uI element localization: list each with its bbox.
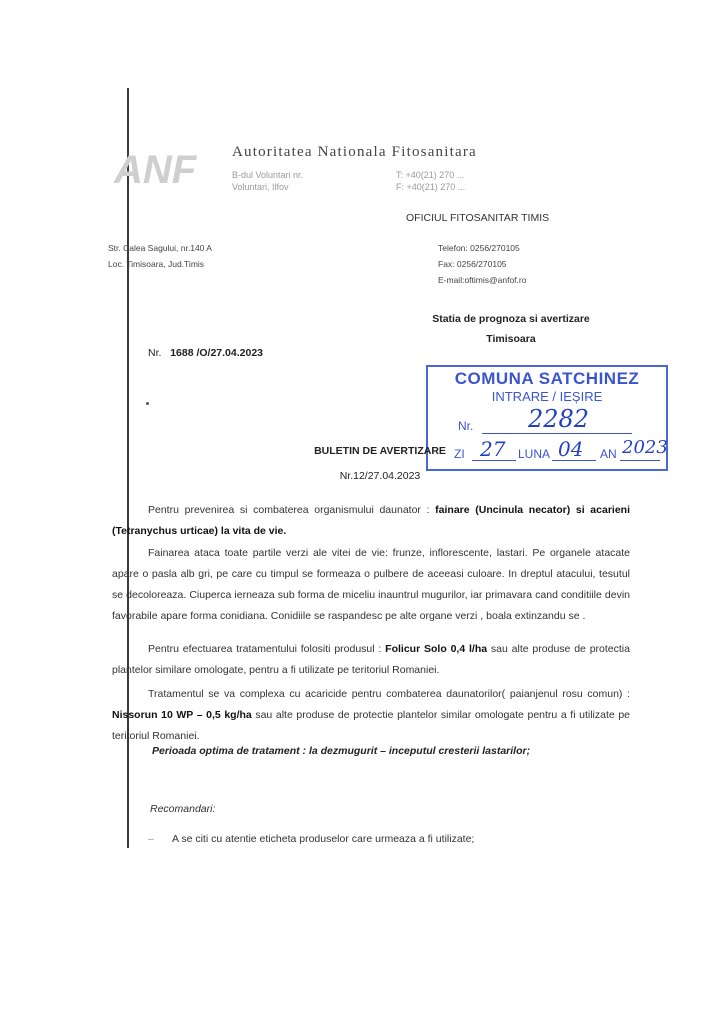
stamp-zi-label: ZI xyxy=(454,447,465,461)
treatment-period: Perioada optima de tratament : la dezmugurit – inceputul cresterii lastarilor; xyxy=(152,745,531,757)
acaricide-intro: Tratamentul se va complexa cu acaricide pentru combaterea daunatorilor( paianjenul rosu comun) : xyxy=(148,688,630,700)
recommendations-title: Recomandari: xyxy=(150,803,216,815)
fungicide-intro: Pentru efectuarea tratamentului folositi produsul : xyxy=(148,643,382,655)
description-text: Fainarea ataca toate partile verzi ale vitei de vie: frunze, inflorescente, lastari. Pe organele atacate apare o pasla alb gri, pe care cu timpul se formeaza o pulbere de aceeasi culoare. In dreptul atacului, tesutul se decoloreaza. Ciuperca ierneaza sub forma de miceliu inauntrul mugurilor, iar primavara cand conditiile devin favorabile apare forma conidiana. Conidiile se raspandesc pe alte organe verzi , boala extinzandu se . xyxy=(112,547,630,622)
target-intro: Pentru prevenirea si combaterea organismului daunator : xyxy=(148,504,430,516)
station-block xyxy=(404,309,618,349)
stamp-nr-handwritten: 2282 xyxy=(528,405,590,433)
paragraph-target xyxy=(112,500,630,542)
reference-prefix: Nr. xyxy=(148,347,162,359)
paragraph-fungicide xyxy=(112,639,630,681)
stamp-subtitle: INTRARE / IEȘIRE xyxy=(491,389,603,404)
reference-value: 1688 /O/27.04.2023 xyxy=(170,347,264,359)
stamp-an-line xyxy=(620,460,660,461)
logo-text: ANF xyxy=(114,148,197,191)
agency-address-line-1: B-dul Voluntari nr. xyxy=(232,170,304,180)
agency-address-line-2: Voluntari, Ilfov xyxy=(232,182,289,192)
stamp-nr-label: Nr. xyxy=(458,419,474,433)
address-city: Loc. Timisoara, Jud.Timis xyxy=(108,259,205,269)
fungicide-note: sau alte produse de protectia plantelor similare omologate, pentru a fi utilizate pe teritoriul Romaniei. xyxy=(112,643,630,676)
address-street: Str. Calea Sagului, nr.140 A xyxy=(108,243,212,253)
acaricide-note: sau alte produse de protectie plantelor similar omologate pentru a fi utilizate pe teritoriul Romaniei. xyxy=(112,709,631,742)
registration-stamp xyxy=(426,365,668,471)
station-city: Timisoara xyxy=(486,333,536,345)
stamp-luna-handwritten: 04 xyxy=(558,437,584,461)
stamp-title: COMUNA SATCHINEZ xyxy=(454,369,640,388)
stamp-zi-handwritten: 27 xyxy=(480,437,506,461)
office-email: E-mail:oftimis@anfof.ro xyxy=(438,275,527,285)
stamp-an-label: AN xyxy=(600,447,617,461)
office-fax: Fax: 0256/270105 xyxy=(438,259,507,269)
stamp-an-handwritten: 2023 xyxy=(622,437,668,458)
agency-phone: T: +40(21) 270 ... xyxy=(396,170,465,180)
bulletin-title: BULETIN DE AVERTIZARE xyxy=(314,445,446,457)
agency-fax: F: +40(21) 270 ... xyxy=(396,182,466,192)
stray-mark xyxy=(146,402,149,405)
office-phone: Telefon: 0256/270105 xyxy=(438,243,520,253)
bulletin-number: Nr.12/27.04.2023 xyxy=(339,470,421,482)
recommendation-text: A se citi cu atentie eticheta produselor care urmeaza a fi utilizate; xyxy=(172,833,475,845)
paragraph-description xyxy=(112,543,630,627)
stamp-luna-label: LUNA xyxy=(518,447,551,461)
recommendation-item xyxy=(148,833,474,845)
bullet-dash: – xyxy=(148,833,154,845)
anf-logo xyxy=(108,143,200,191)
stamp-nr-line xyxy=(482,433,632,434)
agency-name: Autoritatea Nationala Fitosanitara xyxy=(232,144,477,160)
acaricide-product: Nissorun 10 WP – 0,5 kg/ha xyxy=(112,709,252,721)
paragraph-acaricide xyxy=(112,684,630,747)
office-name: OFICIUL FITOSANITAR TIMIS xyxy=(406,212,550,224)
station-name: Statia de prognoza si avertizare xyxy=(432,313,590,325)
office-contact xyxy=(438,240,526,288)
target-organisms: fainare (Uncinula necator) si acarieni (Tetranychus urticae) la vita de vie. xyxy=(112,504,630,537)
office-address xyxy=(108,240,212,272)
fungicide-product: Folicur Solo 0,4 l/ha xyxy=(385,643,488,655)
reference-number xyxy=(148,347,263,359)
